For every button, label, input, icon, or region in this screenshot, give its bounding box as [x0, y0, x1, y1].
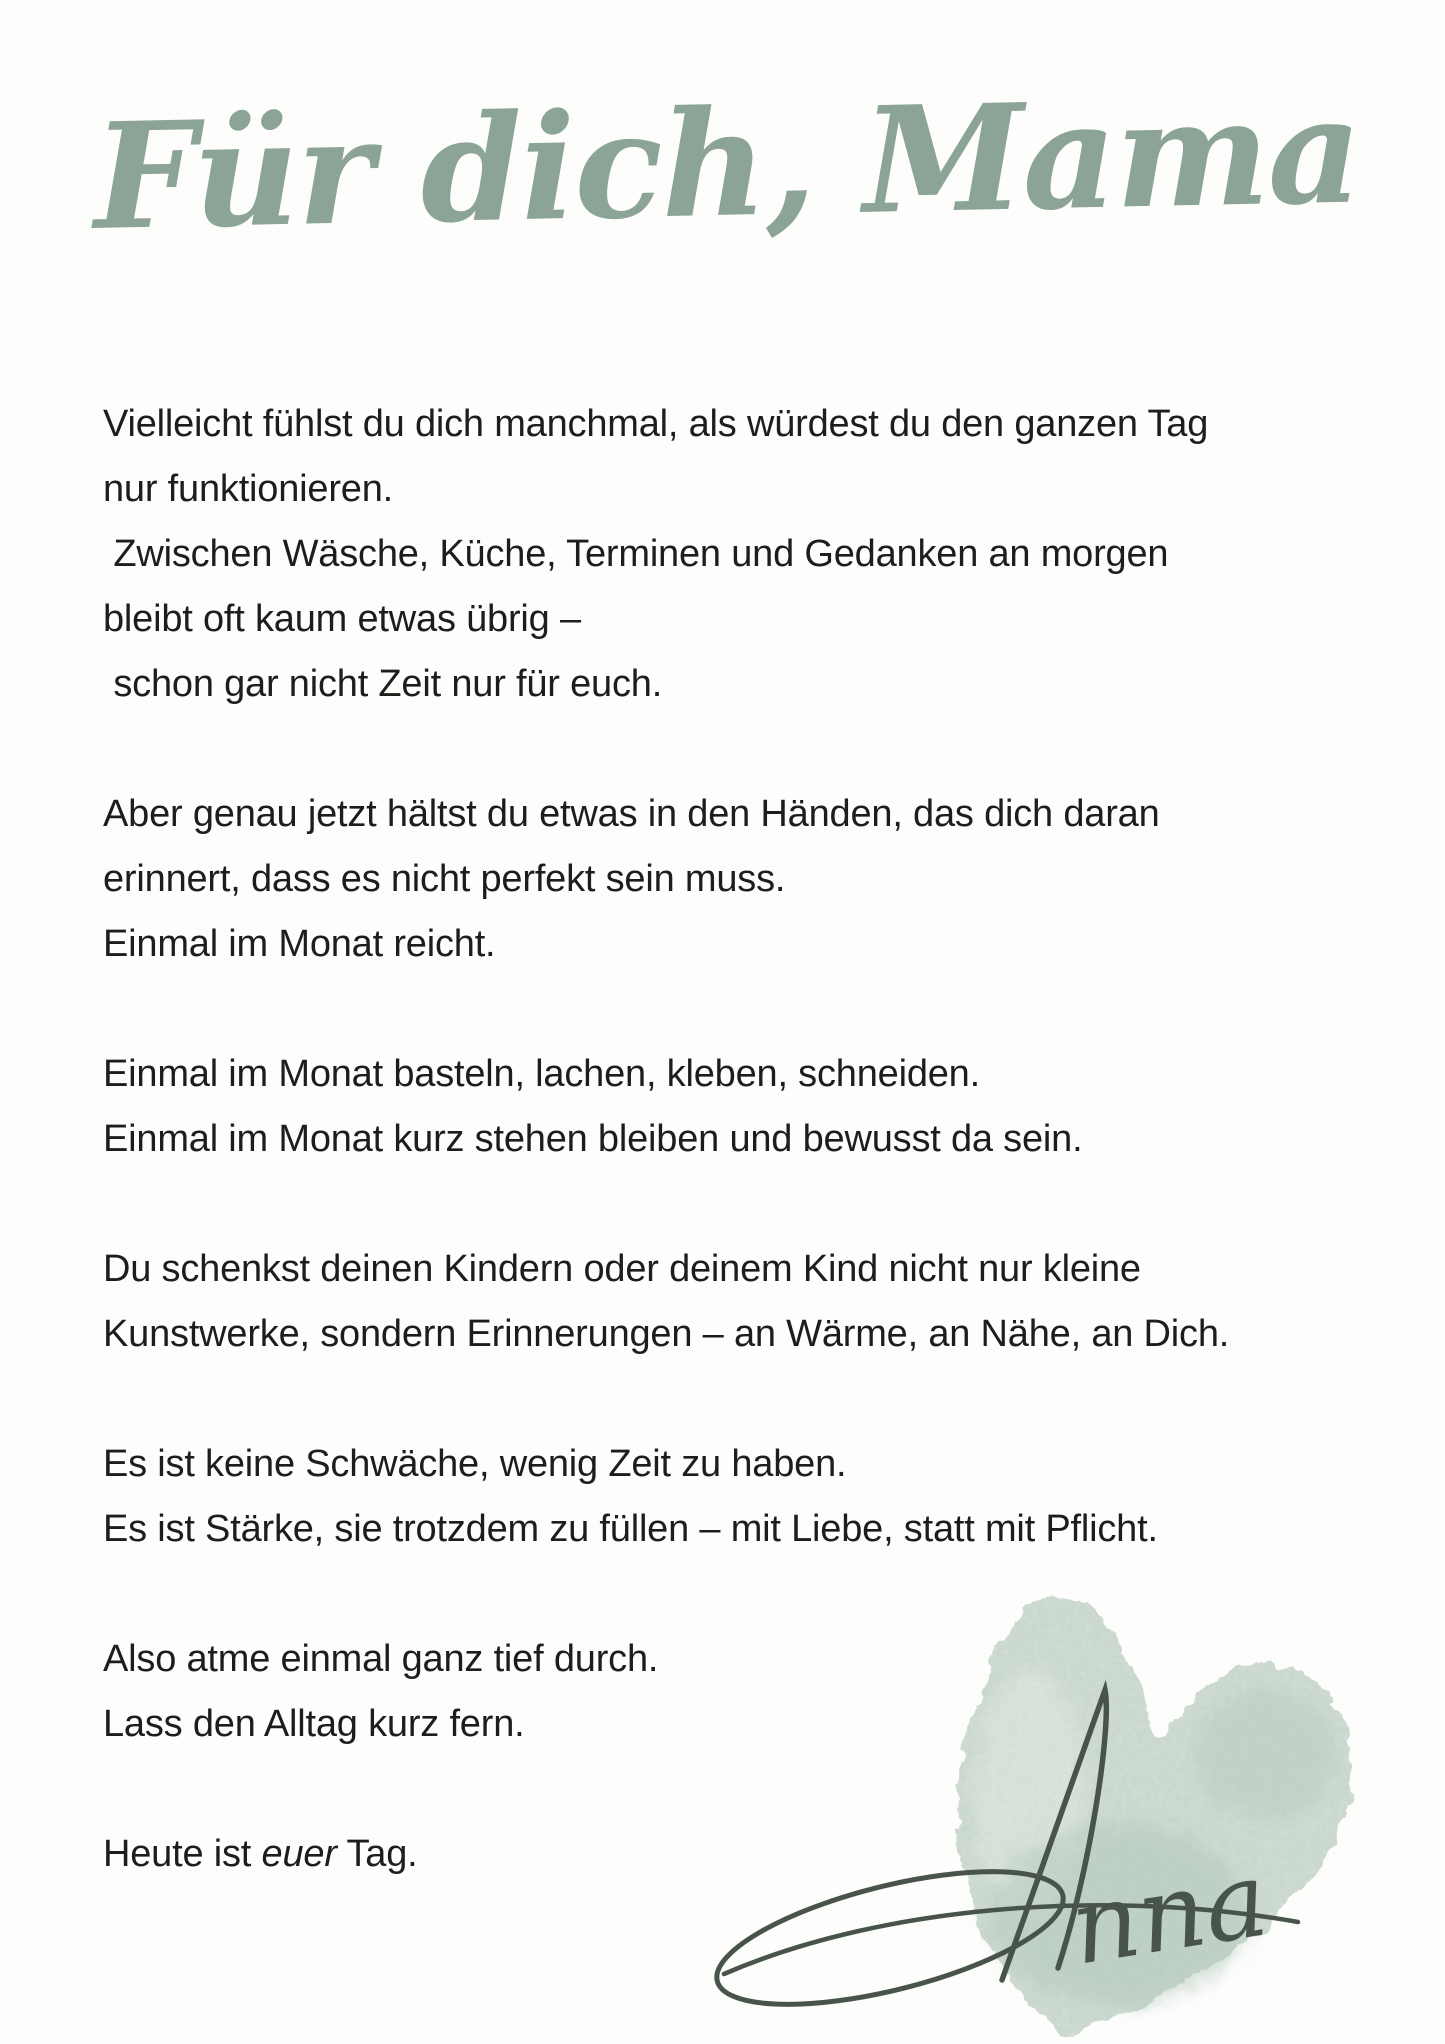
signature-text: nna [1062, 1837, 1276, 1989]
text-line: Einmal im Monat reicht. [103, 923, 496, 965]
heart-signature-art [650, 1540, 1445, 2044]
heart-shading [1195, 1690, 1335, 1820]
paragraph [103, 782, 1353, 977]
closing-italic-word: euer [261, 1833, 337, 1875]
text-line: Vielleicht fühlst du dich manchmal, als würdest du den ganzen Tag [103, 403, 1209, 445]
text-line: Einmal im Monat basteln, lachen, kleben, schneiden. [103, 1053, 980, 1095]
paragraph [103, 1237, 1353, 1367]
text-line: Du schenkst deinen Kindern oder deinem Kind nicht nur kleine [103, 1248, 1141, 1290]
text-line: bleibt oft kaum etwas übrig – [103, 598, 581, 640]
text-line: Kunstwerke, sondern Erinnerungen – an Wärme, an Nähe, an Dich. [103, 1313, 1230, 1355]
text-line: Aber genau jetzt hältst du etwas in den Händen, das dich daran [103, 793, 1160, 835]
closing-prefix: Heute ist [103, 1833, 262, 1875]
text-line: Zwischen Wäsche, Küche, Terminen und Gedanken an morgen [103, 533, 1169, 575]
page-title: Für dich, Mama [91, 65, 1362, 263]
paragraph [103, 1042, 1353, 1172]
text-line: Lass den Alltag kurz fern. [103, 1703, 525, 1745]
text-line: Also atme einmal ganz tief durch. [103, 1638, 659, 1680]
text-line: Es ist Stärke, sie trotzdem zu füllen – mit Liebe, statt mit Pflicht. [103, 1508, 1158, 1550]
text-line: nur funktionieren. [103, 468, 394, 510]
text-line: Es ist keine Schwäche, wenig Zeit zu haben. [103, 1443, 847, 1485]
paragraph [103, 392, 1353, 717]
text-line: erinnert, dass es nicht perfekt sein muss. [103, 858, 786, 900]
closing-suffix: Tag. [336, 1833, 418, 1875]
text-line: Einmal im Monat kurz stehen bleiben und bewusst da sein. [103, 1118, 1083, 1160]
text-line: schon gar nicht Zeit nur für euch. [103, 663, 663, 705]
